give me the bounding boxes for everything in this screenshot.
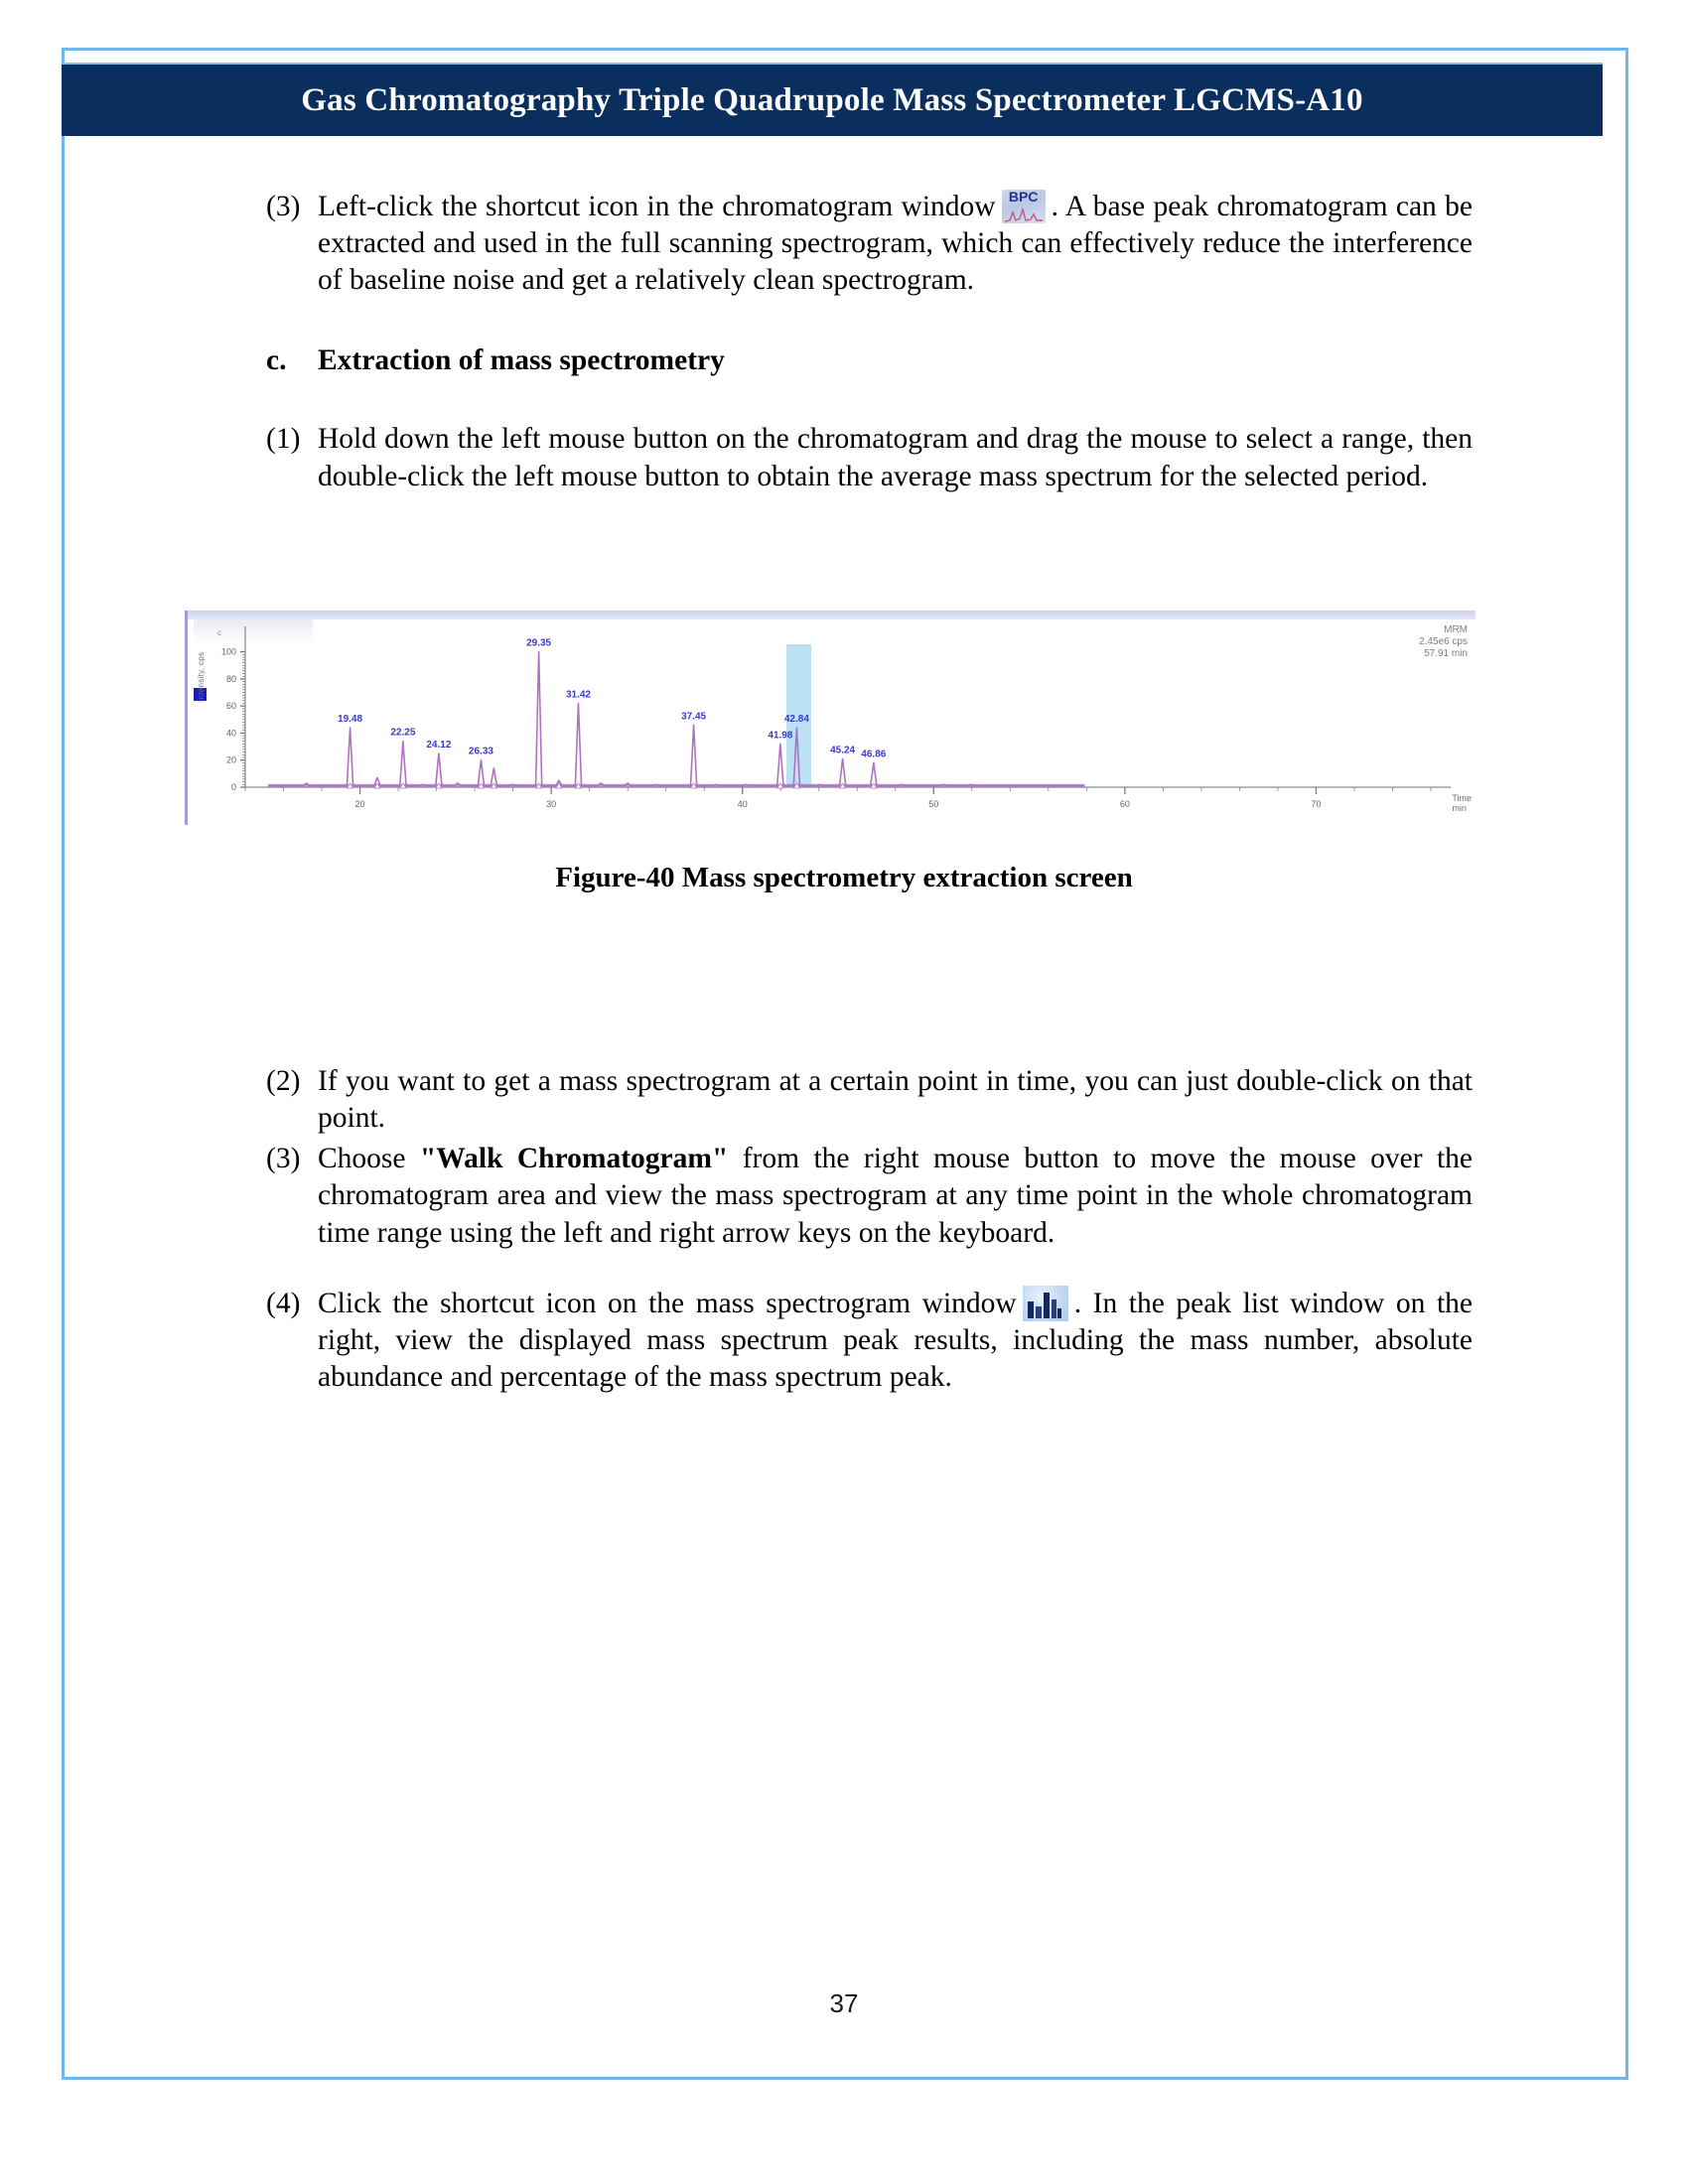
- paragraph-item-3: [266, 189, 1473, 299]
- page-header-banner: [62, 63, 1603, 136]
- y-tick-label: 100: [220, 646, 236, 657]
- peak-label: 45.24: [830, 745, 856, 756]
- x-tick-label: 20: [354, 799, 365, 809]
- paragraph-item-3b: [266, 1141, 1473, 1251]
- item-3-text-after-icon: . A base peak chromatogram can be extracted and used in the full scanning spectrogram, which can effectively reduce the interference of baseline noise and get a relatively clean spectrogram.: [318, 191, 1473, 297]
- document-content-lower: [266, 1063, 1473, 1396]
- page-number: 37: [829, 1988, 859, 2018]
- page-title: Gas Chromatography Triple Quadrupole Mass Spectrometer LGCMS-A10: [301, 81, 1363, 118]
- corner-mode: MRM: [1444, 624, 1468, 635]
- corner-intensity: 2.45e6 cps: [1419, 636, 1468, 647]
- item-3b-text-1: Choose: [318, 1143, 406, 1175]
- paragraph-body: Hold down the left mouse button on the chromatogram and drag the mouse to select a range, then double-click the left mouse button to obtain the average mass spectrum for the selected period.: [318, 423, 1473, 492]
- bar-chart-icon-bars: [1028, 1291, 1063, 1318]
- paragraph-body: If you want to get a mass spectrogram at a certain point in time, you can just double-click on that point.: [318, 1065, 1473, 1135]
- list-marker: (3): [266, 1143, 301, 1175]
- item-3-text-before-icon: Left-click the shortcut icon in the chromatogram window: [318, 191, 996, 222]
- y-tick-label: 20: [225, 754, 236, 765]
- x-tick-label: 40: [737, 799, 748, 809]
- figure-caption: Figure-40 Mass spectrometry extraction screen: [555, 862, 1133, 893]
- section-marker: c.: [266, 344, 287, 377]
- paragraph-item-2: [266, 1063, 1473, 1137]
- peak-label: 22.25: [390, 727, 416, 739]
- bpc-shortcut-icon[interactable]: [1002, 190, 1046, 223]
- item-4-text-after-icon: . In the peak list window on the right, view the displayed mass spectrum peak results, including the mass number, absolute abundance and percentage of the mass spectrum peak.: [318, 1287, 1473, 1394]
- x-tick-label: 70: [1311, 799, 1322, 809]
- list-marker: (1): [266, 423, 301, 456]
- section-heading-c: [266, 344, 1473, 377]
- bpc-icon-peaks: [1004, 205, 1044, 222]
- x-tick-label: 30: [546, 799, 557, 809]
- paragraph-body: [318, 1286, 1473, 1396]
- x-axis-label-line2: min: [1452, 803, 1467, 813]
- walk-chromatogram-term: "Walk Chromatogram": [419, 1143, 729, 1175]
- peak-label: 29.35: [526, 637, 552, 649]
- chromatogram-figure: [185, 611, 1476, 825]
- x-tick-label: 60: [1119, 799, 1130, 809]
- paragraph-body: [318, 1141, 1473, 1251]
- peak-label: 46.86: [861, 749, 887, 760]
- section-title: Extraction of mass spectrometry: [318, 344, 725, 377]
- chromatogram-window[interactable]: [185, 611, 1476, 825]
- paragraph-body: [318, 189, 1473, 299]
- x-tick-label: 50: [928, 799, 939, 809]
- peak-label: 41.98: [768, 730, 793, 742]
- peak-label: 19.48: [338, 714, 363, 725]
- y-tick-label: 0: [230, 782, 236, 792]
- peak-label: 31.42: [565, 689, 591, 701]
- item-4-text-before-icon: Click the shortcut icon on the mass spectrogram window: [318, 1287, 1017, 1319]
- list-marker: (3): [266, 191, 301, 222]
- mass-spectrum-peaklist-icon[interactable]: [1023, 1286, 1068, 1321]
- bpc-icon-label: BPC: [1008, 190, 1039, 205]
- list-marker: (4): [266, 1287, 301, 1319]
- peak-label: 24.12: [426, 739, 452, 751]
- item-3b-text-2: from the right mouse button to move the mouse over the chromatogram area and view the mass spectrogram at any time point in the whole chromatogram time range using the left and right arrow keys on the keyboard.: [318, 1143, 1474, 1249]
- peak-label: 42.84: [783, 714, 809, 725]
- list-marker: (2): [266, 1065, 301, 1097]
- document-content: [266, 189, 1473, 495]
- plot-corner-tick: c: [217, 628, 221, 637]
- chromatogram-plot[interactable]: [188, 611, 1476, 825]
- y-tick-label: 80: [225, 673, 236, 684]
- y-tick-label: 60: [225, 701, 236, 712]
- corner-time: 57.91 min: [1424, 648, 1468, 659]
- chromatogram-trace: [268, 652, 1084, 786]
- paragraph-item-c1: [266, 421, 1473, 494]
- peak-label: 26.33: [468, 746, 493, 757]
- peak-label: 37.45: [681, 711, 707, 723]
- y-tick-label: 40: [225, 728, 236, 739]
- y-axis-label: Intensity, cps: [197, 651, 206, 702]
- x-axis-label-line1: Time: [1452, 793, 1472, 803]
- paragraph-item-4: [266, 1286, 1473, 1396]
